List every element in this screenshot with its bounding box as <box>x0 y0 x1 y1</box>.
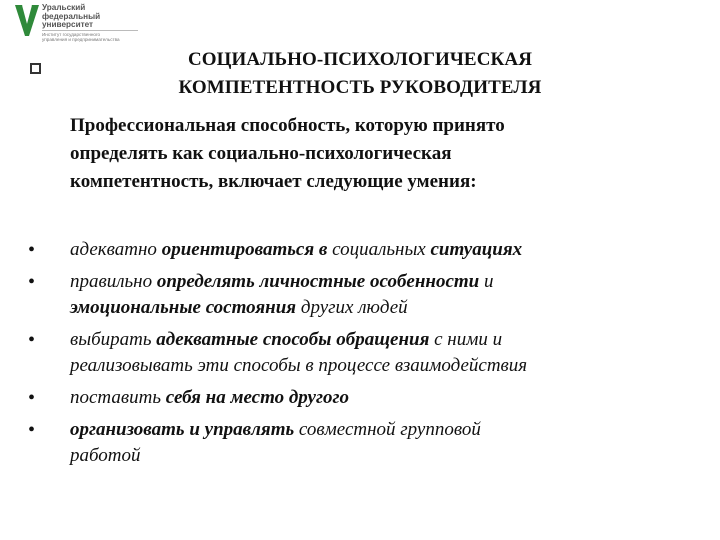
bullet-2-bold-1: определять личностные особенности <box>156 271 480 292</box>
bullet-1-bold-2: ситуациях <box>430 239 523 260</box>
bullet-5-plain-2: совместной групповой <box>294 419 481 440</box>
title-line-2: КОМПЕТЕНТНОСТЬ РУКОВОДИТЕЛЯ <box>178 77 542 98</box>
logo-subtitle <box>42 32 138 42</box>
logo-divider <box>42 30 138 31</box>
bullet-2-plain-4: других людей <box>296 297 408 318</box>
intro-paragraph <box>70 112 670 196</box>
bullet-2-bold-3: эмоциональные состояния <box>70 297 297 318</box>
logo-sub-line-1: Институт государственного <box>42 32 101 37</box>
bullet-2-plain-1: правильно <box>70 271 157 292</box>
bullet-5-bold-1: организовать и управлять <box>70 419 295 440</box>
list-item <box>26 327 686 379</box>
title-line-1: СОЦИАЛЬНО-ПСИХОЛОГИЧЕСКАЯ <box>187 49 533 70</box>
logo-name-line-2: федеральный <box>42 11 101 21</box>
list-item <box>26 237 686 263</box>
urfu-logo-icon <box>14 2 40 38</box>
list-item <box>26 269 686 321</box>
university-logo <box>14 2 144 48</box>
bullet-3-bold-1: адекватные способы обращения <box>156 329 430 350</box>
bullet-4-bold-1: себя на место другого <box>165 387 350 408</box>
intro-line-1: Профессиональная способность, которую принято <box>70 115 505 136</box>
bullet-dot-icon: • <box>28 329 36 351</box>
bullet-2-plain-2: и <box>479 271 494 292</box>
bullet-dot-icon: • <box>28 419 36 441</box>
bullet-1-plain-1: адекватно <box>70 239 162 260</box>
bullet-4-plain-1: поставить <box>70 387 166 408</box>
bullet-3-plain-1: выбирать <box>70 329 157 350</box>
logo-sub-line-2: управления и предпринимательства <box>42 37 120 42</box>
intro-line-2: определять как социально-психологическая <box>70 143 452 164</box>
intro-line-3: компетентность, включает следующие умения: <box>70 171 477 192</box>
slide-title <box>120 46 600 102</box>
bullet-1-bold-1: ориентироваться в <box>161 239 328 260</box>
list-item <box>26 417 686 469</box>
bullet-dot-icon: • <box>28 239 36 261</box>
skills-list <box>26 237 686 475</box>
bullet-dot-icon: • <box>28 387 36 409</box>
logo-name-line-1: Уральский <box>42 3 86 12</box>
logo-name-line-3: университет <box>42 20 94 30</box>
bullet-dot-icon: • <box>28 271 36 293</box>
bullet-5-plain-4: работой <box>70 445 141 466</box>
bullet-3-plain-4: реализовывать эти способы в процессе взаимодействия <box>70 355 528 376</box>
logo-name <box>42 4 100 30</box>
bullet-1-plain-2: социальных <box>327 239 431 260</box>
list-item <box>26 385 686 411</box>
bullet-3-plain-2: с ними и <box>429 329 503 350</box>
square-bullet-icon <box>30 63 41 74</box>
